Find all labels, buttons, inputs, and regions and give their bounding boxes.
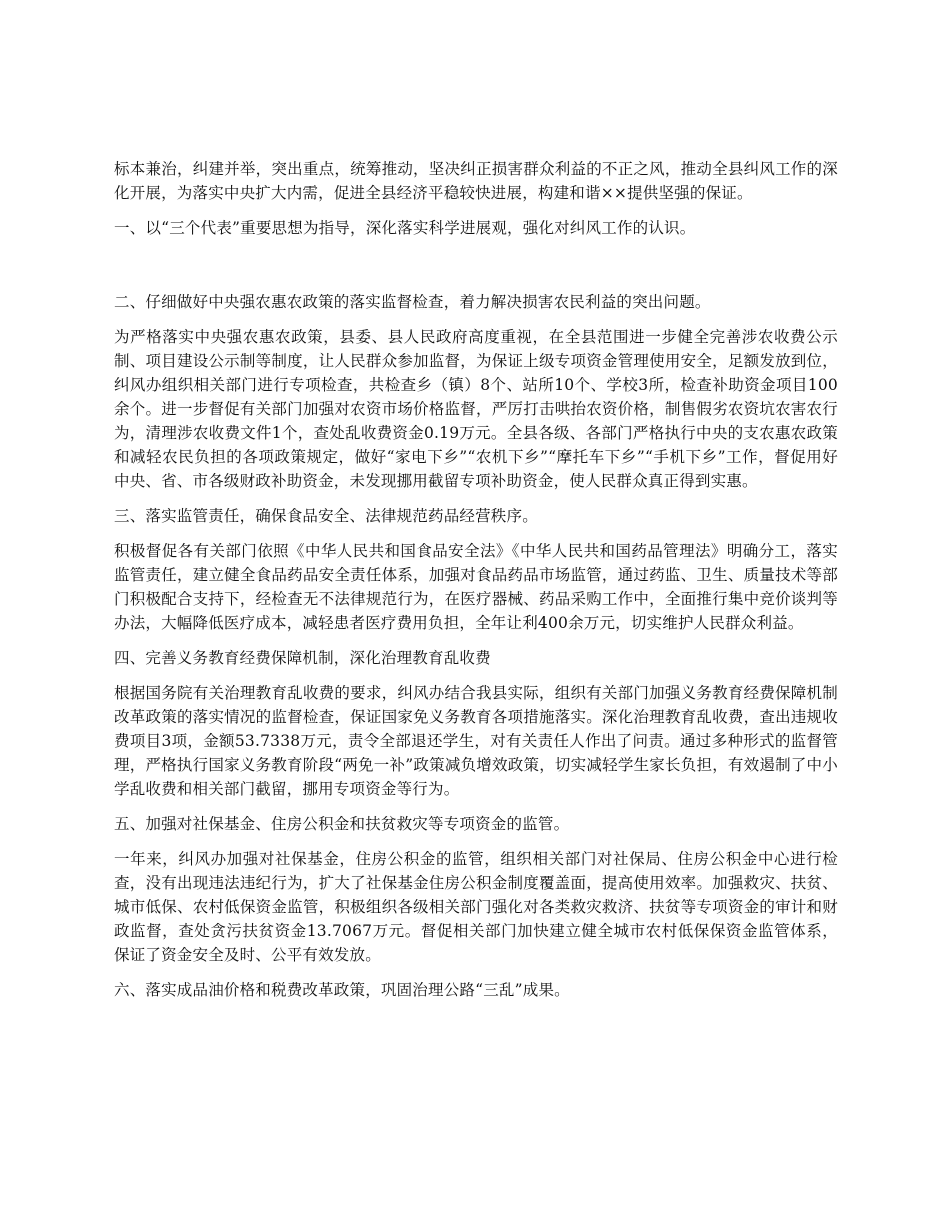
paragraph-intro: 标本兼治，纠建并举，突出重点，统筹推动，坚决纠正损害群众利益的不正之风，推动全县纠风工作的深化开展，为落实中央扩大内需，促进全县经济平稳较快进展，构建和谐××提供坚强的保证。: [114, 160, 838, 202]
paragraph-section-3: 积极督促各有关部门依照《中华人民共和国食品安全法》《中华人民共和国药品管理法》明确分工，落实监管责任，建立健全食品药品安全责任体系，加强对食品药品市场监管，通过药监、卫生、质量技术等部门积极配合支持下，经检查无不法律规范行为，在医疗器械、药品采购工作中，全面推行集中竞价谈判等办法，大幅降低医疗成本，减轻患者医疗费用负担，全年让利400余万元，切实维护人民群众利益。: [114, 542, 838, 632]
heading-section-4: 四、完善义务教育经费保障机制，深化治理教育乱收费: [114, 649, 491, 667]
heading-section-2: 二、仔细做好中央强农惠农政策的落实监督检查，着力解决损害农民利益的突出问题。: [114, 293, 711, 311]
heading-section-3: 三、落实监管责任，确保食品安全、法律规范药品经营秩序。: [114, 507, 538, 525]
paragraph-section-5: 一年来，纠风办加强对社保基金，住房公积金的监管，组织相关部门对社保局、住房公积金中心进行检查，没有出现违法违纪行为，扩大了社保基金住房公积金制度覆盖面，提高使用效率。加强救灾、扶贫、城市低保、农村低保资金监管，积极组织各级相关部门强化对各类救灾救济、扶贫等专项资金的审计和财政监督，查处贪污扶贫资金13.7067万元。督促相关部门加快建立健全城市农村低保保资金监管体系，保证了资金安全及时、公平有效发放。: [114, 850, 838, 964]
heading-section-6: 六、落实成品油价格和税费改革政策，巩固治理公路“三乱”成果。: [114, 981, 570, 999]
paragraph-section-2: 为严格落实中央强农惠农政策，县委、县人民政府高度重视，在全县范围进一步健全完善涉农收费公示制、项目建设公示制等制度，让人民群众参加监督，为保证上级专项资金管理使用安全，足额发放到位，纠风办组织相关部门进行专项检查，共检查乡（镇）8个、站所10个、学校3所，检查补助资金项目100余个。进一步督促有关部门加强对农资市场价格监督，严厉打击哄抬农资价格，制售假劣农资坑农害农行为，清理涉农收费文件1个，查处乱收费资金0.19万元。全县各级、各部门严格执行中央的支农惠农政策和减轻农民负担的各项政策规定，做好“家电下乡”“农机下乡”“摩托车下乡”“手机下乡”工作，督促用好中央、省、市各级财政补助资金，未发现挪用截留专项补助资金，使人民群众真正得到实惠。: [114, 328, 838, 490]
document-page: [114, 157, 838, 1013]
heading-section-1: 一、以“三个代表”重要思想为指导，深化落实科学进展观，强化对纠风工作的认识。: [114, 219, 696, 237]
paragraph-section-4: 根据国务院有关治理教育乱收费的要求，纠风办结合我县实际，组织有关部门加强义务教育经费保障机制改革政策的落实情况的监督检查，保证国家免义务教育各项措施落实。深化治理教育乱收费，查出违规收费项目3项，金额53.7338万元，责令全部退还学生，对有关责任人作出了问责。通过多种形式的监督管理，严格执行国家义务教育阶段“两免一补”政策减负增效政策，切实减轻学生家长负担，有效遏制了中小学乱收费和相关部门截留，挪用专项资金等行为。: [114, 684, 838, 798]
heading-section-5: 五、加强对社保基金、住房公积金和扶贫救灾等专项资金的监管。: [114, 815, 570, 833]
